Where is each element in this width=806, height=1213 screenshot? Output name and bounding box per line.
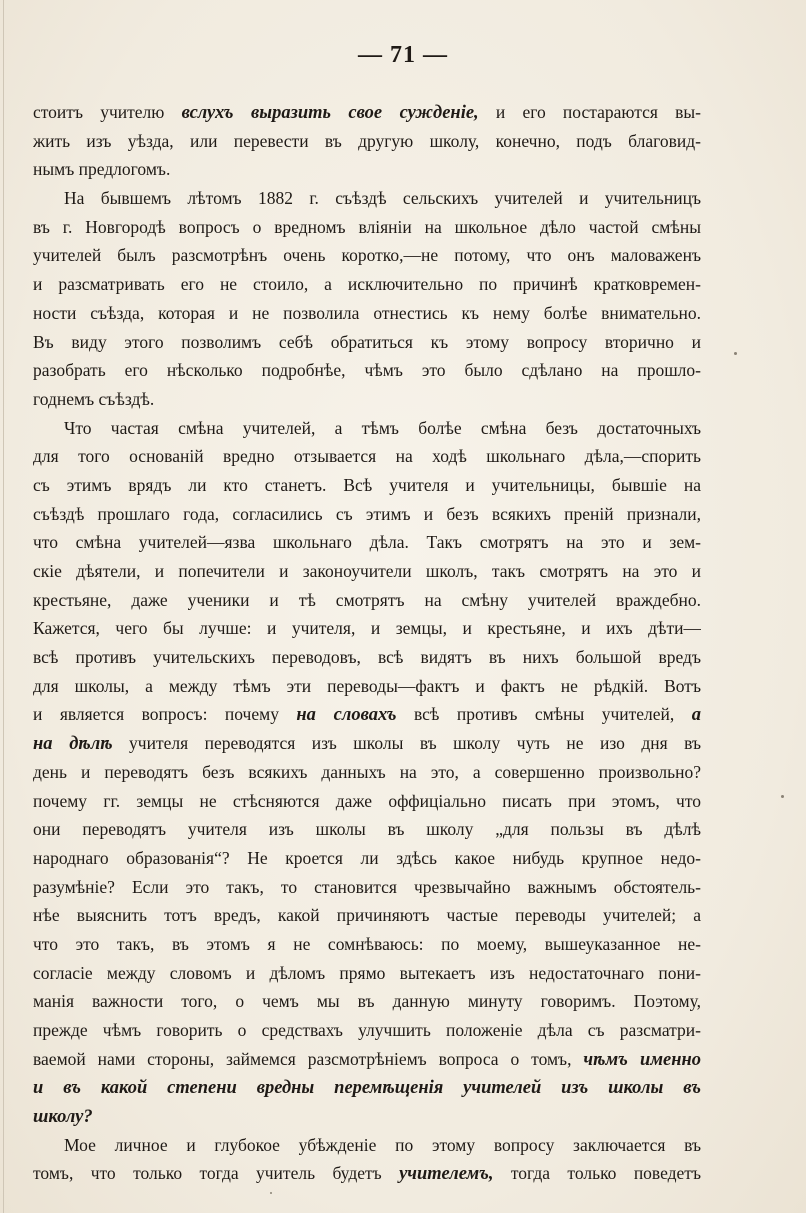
text-line: [33, 729, 701, 758]
text-run: учителей былъ разсмотрѣнъ очень коротко,—не потому, что онъ маловаженъ: [33, 245, 701, 266]
text-run: всѣ противъ смѣны учителей,: [396, 704, 692, 725]
text-run: ваемой нами стороны, займемся разсмотрѣніемъ вопроса о томъ,: [33, 1048, 584, 1069]
text-run: манія важности того, о чемъ мы въ данную минуту говоримъ. Поэтому,: [33, 991, 701, 1012]
emphasis-text: на словахъ: [296, 705, 397, 726]
text-line: [33, 1159, 701, 1188]
text-run: и является вопросъ: почему: [33, 704, 297, 725]
text-line: [33, 155, 701, 184]
text-line: [33, 270, 701, 299]
text-run: нымъ предлогомъ.: [33, 159, 171, 180]
paper-speck: [781, 795, 784, 798]
text-run: что это такъ, въ этомъ я не сомнѣваюсь: по моему, вышеуказанное не-: [33, 933, 701, 954]
text-run: На бывшемъ лѣтомъ 1882 г. съѣздѣ сельскихъ учителей и учительницъ: [64, 188, 701, 209]
text-run: разобрать его нѣсколько подробнѣе, чѣмъ это было сдѣлано на прошло-: [33, 360, 701, 381]
text-line: [33, 184, 701, 213]
emphasis-text: а: [691, 705, 701, 726]
emphasis-text: на дѣлѣ: [33, 734, 113, 755]
page-number: — 71 —: [358, 42, 448, 68]
text-line: [33, 700, 701, 729]
paper-speck: [734, 352, 737, 355]
text-run: тогда только поведетъ: [493, 1163, 701, 1184]
emphasis-text: вслухъ выразить свое сужденіе,: [181, 103, 479, 123]
text-line: [33, 987, 701, 1016]
text-run: Что частая смѣна учителей, а тѣмъ болѣе смѣна безъ достаточныхъ: [64, 417, 701, 438]
text-run: день и переводятъ безъ всякихъ данныхъ на это, а совершенно произвольно?: [33, 761, 701, 782]
text-run: они переводятъ учителя изъ школы въ школу „для пользы въ дѣлѣ: [33, 819, 701, 840]
text-line: [33, 1073, 701, 1102]
text-run: для школы, а между тѣмъ эти переводы—фактъ и фактъ не рѣдкій. Вотъ: [33, 675, 701, 696]
text-line: [33, 356, 701, 385]
text-line: [33, 643, 701, 672]
text-line: [33, 213, 701, 242]
text-run: ности съѣзда, которая и не позволила отнестись къ нему болѣе внимательно.: [33, 302, 701, 323]
text-line: [33, 672, 701, 701]
text-line: [33, 959, 701, 988]
text-run: и разсматривать его не стоило, а исключительно по причинѣ кратковремен-: [33, 274, 701, 295]
text-line: [33, 414, 701, 443]
text-run: Кажется, чего бы лучше: и учителя, и земцы, и крестьяне, и ихъ дѣти—: [33, 618, 701, 639]
text-run: прежде чѣмъ говорить о средствахъ улучшить положеніе дѣла съ разсматри-: [33, 1020, 701, 1040]
text-run: въ г. Новгородѣ вопросъ о вредномъ вліяніи на школьное дѣло частой смѣны: [33, 216, 701, 237]
text-run: народнаго образованія“? Не кроется ли здѣсь какое нибудь крупное недо-: [33, 847, 701, 868]
text-run: и его постараются вы-: [478, 102, 701, 122]
text-run: крестьяне, даже ученики и тѣ смотрятъ на смѣну учителей враждебно.: [33, 589, 701, 610]
text-line: [33, 98, 701, 127]
text-line: [33, 758, 701, 787]
text-line: [33, 1102, 701, 1131]
text-line: [33, 844, 701, 873]
emphasis-text: и въ какой степени вредны перемѣщенія учителей изъ школы въ: [33, 1078, 701, 1099]
text-line: [33, 1131, 701, 1160]
page-edge-line: [3, 0, 4, 1213]
emphasis-text: учителемъ,: [399, 1164, 494, 1185]
emphasis-text: школу?: [33, 1107, 93, 1128]
text-run: Мое личное и глубокое убѣжденіе по этому вопросу заключается въ: [64, 1134, 701, 1155]
text-line: [33, 442, 701, 471]
text-run: что смѣна учителей—язва школьнаго дѣла. Такъ смотрятъ на это и зем-: [33, 532, 701, 553]
text-line: [33, 328, 701, 357]
text-line: [33, 299, 701, 328]
text-run: всѣ противъ учительскихъ переводовъ, всѣ видятъ въ нихъ большой вредъ: [33, 647, 701, 668]
text-run: Въ виду этого позволимъ себѣ обратиться къ этому вопросу вторично и: [33, 331, 701, 352]
text-run: стоитъ учителю: [33, 102, 182, 122]
text-line: [33, 901, 701, 930]
paper-speck: [270, 1192, 272, 1194]
text-run: согласіе между словомъ и дѣломъ прямо вытекаетъ изъ недостаточнаго пони-: [33, 962, 701, 983]
text-run: жить изъ уѣзда, или перевести въ другую школу, конечно, подъ благовид-: [33, 130, 701, 151]
text-run: съѣздѣ прошлаго года, согласились съ этимъ и безъ всякихъ преній признали,: [33, 503, 701, 524]
text-run: учителя переводятся изъ школы въ школу чуть не изо дня въ: [112, 733, 701, 754]
text-line: [33, 930, 701, 959]
text-line: [33, 528, 701, 557]
text-line: [33, 873, 701, 902]
text-line: [33, 1045, 701, 1074]
text-line: [33, 385, 701, 414]
text-line: [33, 614, 701, 643]
text-run: почему гг. земцы не стѣсняются даже оффиціально писать при этомъ, что: [33, 790, 701, 811]
text-run: томъ, что только тогда учитель будетъ: [33, 1163, 400, 1184]
text-line: [33, 1016, 701, 1045]
emphasis-text: чѣмъ именно: [583, 1049, 701, 1070]
text-line: [33, 586, 701, 615]
text-run: для того основаній вредно отзывается на ходѣ школьнаго дѣла,—спорить: [33, 446, 701, 467]
text-run: скіе дѣятели, и попечители и законоучители школъ, такъ смотрятъ на это и: [33, 561, 701, 581]
text-run: нѣе выяснить тотъ вредъ, какой причиняютъ частые переводы учителей; а: [33, 905, 701, 926]
text-line: [33, 815, 701, 844]
text-run: разумѣніе? Если это такъ, то становится чрезвычайно важнымъ обстоятель-: [33, 876, 701, 897]
text-line: [33, 557, 701, 586]
text-line: [33, 471, 701, 500]
text-line: [33, 127, 701, 156]
text-run: съ этимъ врядъ ли кто станетъ. Всѣ учителя и учительницы, бывшіе на: [33, 474, 701, 495]
text-line: [33, 500, 701, 529]
text-line: [33, 241, 701, 270]
text-run: годнемъ съѣздѣ.: [33, 388, 155, 409]
text-line: [33, 787, 701, 816]
body-text: [33, 98, 701, 1188]
